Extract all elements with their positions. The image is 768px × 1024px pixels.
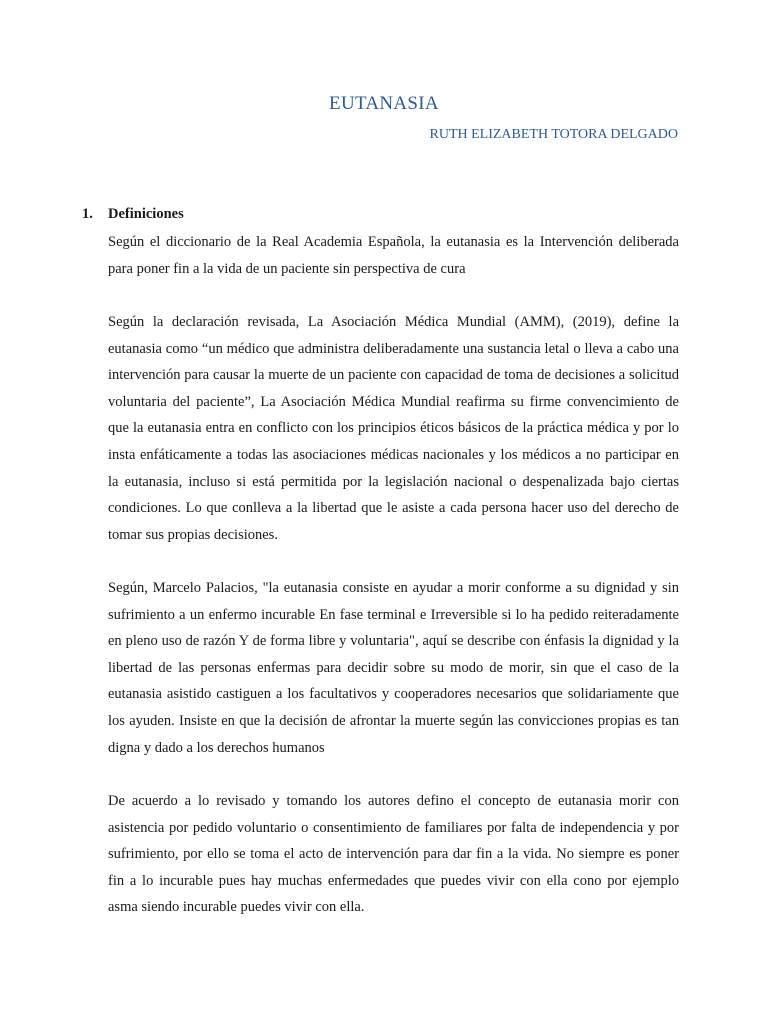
- paragraph-own-definition: De acuerdo a lo revisado y tomando los autores defino el concepto de eutanasia morir con asistencia por pedido voluntario o consentimiento de familiares por falta de independencia y por sufrimiento, por ello se toma el acto de intervención para dar fin a la vida. No siempre es poner fin a lo incurable pues hay muchas enfermedades que puedes vivir con ella cono por ejemplo asma siendo incurable puedes vivir con ella.: [108, 793, 679, 916]
- document-author: RUTH ELIZABETH TOTORA DELGADO: [429, 127, 678, 142]
- section-heading: [82, 206, 184, 223]
- paragraph-definition-palacios: Según, Marcelo Palacios, "la eutanasia consiste en ayudar a morir conforme a su dignidad y sin sufrimiento a un enfermo incurable En fase terminal e Irreversible si lo ha pedido reiteradamente en pleno uso de razón Y de forma libre y voluntaria", aquí se describe con énfasis la dignidad y la libertad de las personas enfermas para decidir sobre su modo de morir, sin que el caso de la eutanasia asistido castiguen a los facultativos y cooperadores necesarios que solidariamente que los ayuden. Insiste en que la decisión de afrontar la muerte según las convicciones propias es tan digna y dado a los derechos humanos: [108, 580, 679, 756]
- paragraph-definition-amm: Según la declaración revisada, La Asociación Médica Mundial (AMM), (2019), define la eutanasia como “un médico que administra deliberadamente una sustancia letal o lleva a cabo una intervención para causar la muerte de un paciente con capacidad de toma de decisiones a solicitud voluntaria del paciente”, La Asociación Médica Mundial reafirma su firme convencimiento de que la eutanasia entra en conflicto con los principios éticos básicos de la práctica médica y por lo insta enfáticamente a todas las asociaciones médicas nacionales y los médicos a no participar en la eutanasia, incluso si está permitida por la legislación nacional o despenalizada bajo ciertas condiciones. Lo que conlleva a la libertad que le asiste a cada persona hacer uso del derecho de tomar sus propias decisiones.: [108, 314, 679, 543]
- section-number: 1.: [82, 206, 93, 222]
- section-title: Definiciones: [108, 206, 184, 222]
- paragraph-definition-rae: Según el diccionario de la Real Academia Española, la eutanasia es la Intervención deliberada para poner fin a la vida de un paciente sin perspectiva de cura: [108, 234, 679, 277]
- document-title: EUTANASIA: [329, 93, 439, 114]
